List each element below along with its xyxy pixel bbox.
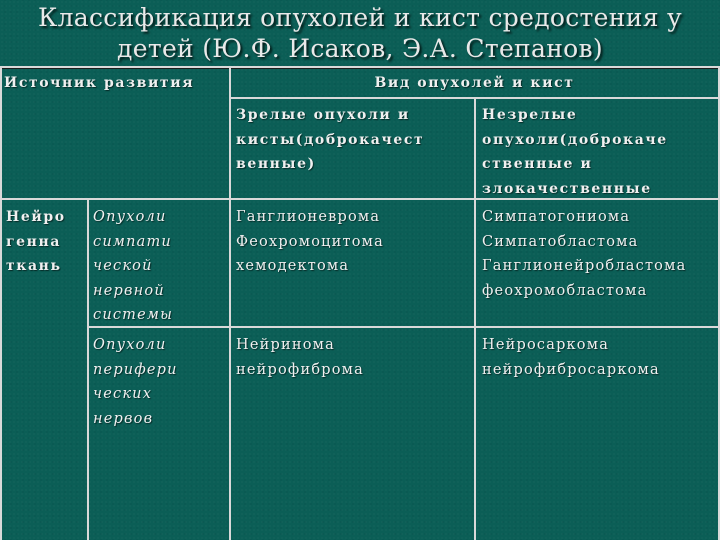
slide-title-line-1: Классификация опухолей и кист средостения у: [37, 3, 683, 32]
header-tumor-type: Вид опухолей и кист: [374, 75, 575, 91]
tissue-column-divider: [87, 198, 89, 540]
slide-title: [0, 0, 720, 66]
header-source-of-development: Источник развития: [4, 75, 195, 91]
mature-immature-divider: [474, 97, 476, 540]
header-mature-tumors: Зрелые опухоли и кисты(доброкачест венные): [236, 107, 425, 172]
origin-peripheral-nerves: Опухоли перифери ческих нервов: [93, 337, 178, 427]
mature-peripheral-tumors: Нейринома нейрофиброма: [236, 337, 364, 378]
source-column-divider: [229, 66, 231, 540]
mature-sympathetic-tumors: Ганглионеврома Феохромоцитома хемодектома: [236, 209, 385, 274]
origin-sympathetic-nervous-system: Опухоли симпати ческой нервной системы: [93, 209, 174, 323]
header-immature-tumors: Незрелые опухоли(доброкаче ственные и злокачественные: [482, 107, 668, 197]
table-left-border: [0, 66, 2, 540]
table-top-border-shadow: [0, 68, 720, 69]
tissue-neurogenic: Нейро генна ткань: [6, 209, 66, 274]
immature-sympathetic-tumors: Симпатогониома Симпатобластома Ганглионейробластома феохромобластома: [482, 209, 687, 299]
immature-peripheral-tumors: Нейросаркома нейрофибросаркома: [482, 337, 660, 378]
slide-title-line-2: детей (Ю.Ф. Исаков, Э.А. Степанов): [117, 34, 603, 63]
